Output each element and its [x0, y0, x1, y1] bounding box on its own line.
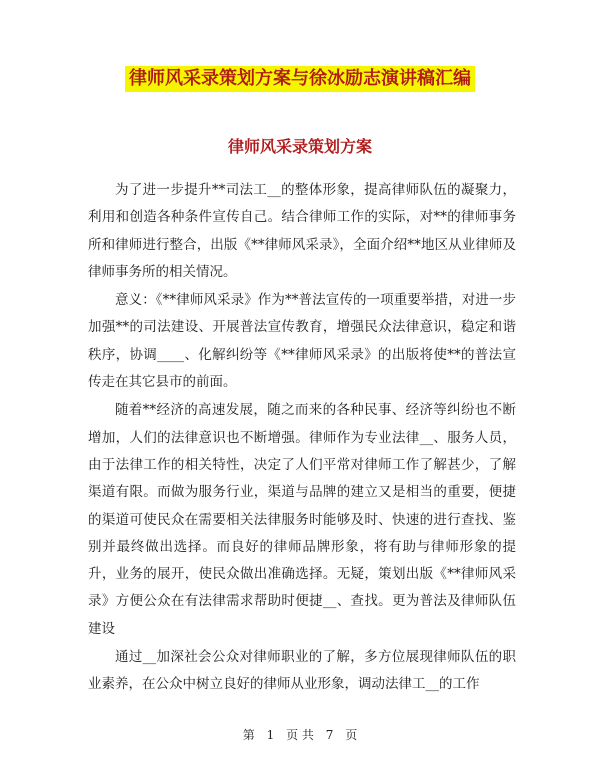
footer-page-number: 1 — [266, 728, 275, 742]
page-footer — [0, 726, 600, 743]
footer-middle: 页 共 — [286, 728, 314, 742]
paragraph-background: 随着**经济的高速发展，随之而来的各种民事、经济等纠纷也不断增加，人们的法律意识也不断增强。律师作为专业法律__、服务人员，由于法律工作的相关特性，决定了人们平常对律师工作了解甚少，了解渠道有限。而做为服务行业，渠道与品牌的建立又是相当的重要，便捷的渠道可使民众在需要相关法律服务时能够及时、快速的进行查找、鉴别并最终做出选择。而良好的律师品牌形象，将有助与律师形象的提升，业务的展开，使民众做出准确选择。无疑，策划出版《**律师风采录》方便公众在有法律需求帮助时便捷__、查找。更为普法及律师队伍建设 — [88, 402, 516, 637]
footer-suffix: 页 — [345, 728, 358, 742]
document-title — [0, 66, 600, 92]
section-title: 律师风采录策划方案 — [227, 137, 372, 156]
paragraph-purpose: 通过__加深社会公众对律师职业的了解，多方位展现律师队伍的职业素养，在公众中树立良好的律师从业形象，调动法律工__的工作 — [88, 649, 516, 693]
footer-prefix: 第 — [242, 728, 255, 742]
document-title-text: 律师风采录策划方案与徐冰励志演讲稿汇编 — [125, 66, 475, 92]
paragraph-intro: 为了进一步提升**司法工__的整体形象，提高律师队伍的凝聚力，利用和创造各种条件宣传自己。结合律师工作的实际，对**的律师事务所和律师进行整合，出版《**律师风采录》，全面介绍**地区从业律师及律师事务所的相关情况。 — [88, 182, 516, 280]
body-text — [88, 177, 516, 700]
paragraph-significance: 意义：《**律师风采录》作为**普法宣传的一项重要举措，对进一步加强**的司法建设、开展普法宣传教育，增强民众法律意识，稳定和谐秩序，协调____、化解纠纷等《**律师风采录》的出版将使**的普法宣传走在其它县市的前面。 — [88, 292, 516, 391]
footer-total-pages: 7 — [325, 728, 334, 742]
